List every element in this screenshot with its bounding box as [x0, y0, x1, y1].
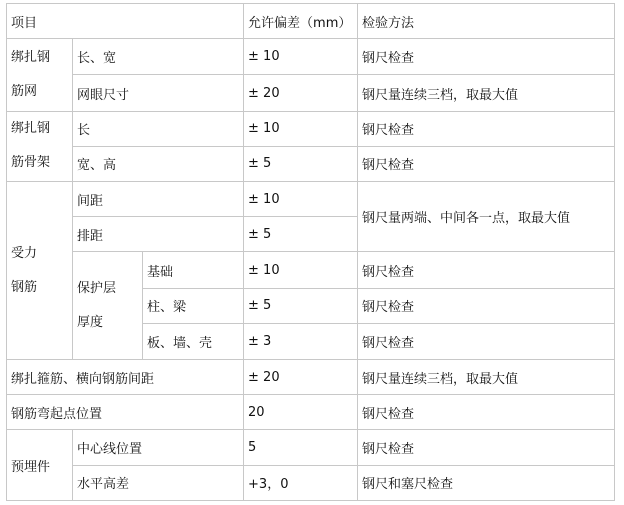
table-row — [7, 182, 615, 217]
row-item: 宽、高 — [73, 146, 244, 181]
table-row — [7, 465, 615, 500]
row-tolerance: ± 10 — [244, 111, 358, 146]
row-method: 钢尺量两端、中间各一点，取最大值 — [358, 182, 615, 252]
row-tolerance: ± 5 — [244, 288, 358, 323]
row-item: 网眼尺寸 — [73, 75, 244, 111]
row-item: 长 — [73, 111, 244, 146]
section-skeleton-title: 绑扎钢 筋骨架 — [7, 111, 73, 181]
table-row — [7, 146, 615, 181]
header-method: 检验方法 — [358, 4, 615, 39]
row-item: 基础 — [143, 252, 244, 288]
section-embedded-title: 预埋件 — [7, 430, 73, 501]
section-stressed-title: 受力 钢筋 — [7, 182, 73, 360]
header-tolerance: 允许偏差（mm） — [244, 4, 358, 39]
row-item: 排距 — [73, 217, 244, 252]
row-tolerance: ± 10 — [244, 39, 358, 75]
row-tolerance: ± 10 — [244, 182, 358, 217]
row-tolerance: ± 10 — [244, 252, 358, 288]
table-header-row — [7, 4, 615, 39]
row-tolerance: 5 — [244, 430, 358, 465]
section-mesh-title: 绑扎钢 筋网 — [7, 39, 73, 111]
row-method: 钢尺和塞尺检查 — [358, 465, 615, 500]
row-method: 钢尺检查 — [358, 146, 615, 181]
row-item: 钢筋弯起点位置 — [7, 395, 244, 430]
table-row — [7, 430, 615, 465]
row-item: 水平高差 — [73, 465, 244, 500]
row-tolerance: ± 5 — [244, 146, 358, 181]
row-method: 钢尺检查 — [358, 395, 615, 430]
table-row — [7, 360, 615, 395]
row-tolerance: +3，0 — [244, 465, 358, 500]
row-method: 钢尺检查 — [358, 430, 615, 465]
row-method: 钢尺量连续三档，取最大值 — [358, 75, 615, 111]
row-tolerance: 20 — [244, 395, 358, 430]
row-item: 间距 — [73, 182, 244, 217]
row-method: 钢尺量连续三档，取最大值 — [358, 360, 615, 395]
row-tolerance: ± 20 — [244, 75, 358, 111]
row-method: 钢尺检查 — [358, 288, 615, 323]
row-method: 钢尺检查 — [358, 39, 615, 75]
row-item: 中心线位置 — [73, 430, 244, 465]
table-row — [7, 111, 615, 146]
row-tolerance: ± 3 — [244, 323, 358, 359]
tolerance-table — [6, 3, 615, 501]
row-item: 绑扎箍筋、横向钢筋间距 — [7, 360, 244, 395]
table-row — [7, 252, 615, 288]
header-item: 项目 — [7, 4, 244, 39]
row-item: 长、宽 — [73, 39, 244, 75]
row-item: 柱、梁 — [143, 288, 244, 323]
row-item: 板、墙、壳 — [143, 323, 244, 359]
cover-title: 保护层 厚度 — [73, 252, 143, 360]
row-method: 钢尺检查 — [358, 111, 615, 146]
table-row — [7, 75, 615, 111]
row-tolerance: ± 5 — [244, 217, 358, 252]
row-method: 钢尺检查 — [358, 252, 615, 288]
row-method: 钢尺检查 — [358, 323, 615, 359]
table-row — [7, 395, 615, 430]
table-row — [7, 39, 615, 75]
row-tolerance: ± 20 — [244, 360, 358, 395]
